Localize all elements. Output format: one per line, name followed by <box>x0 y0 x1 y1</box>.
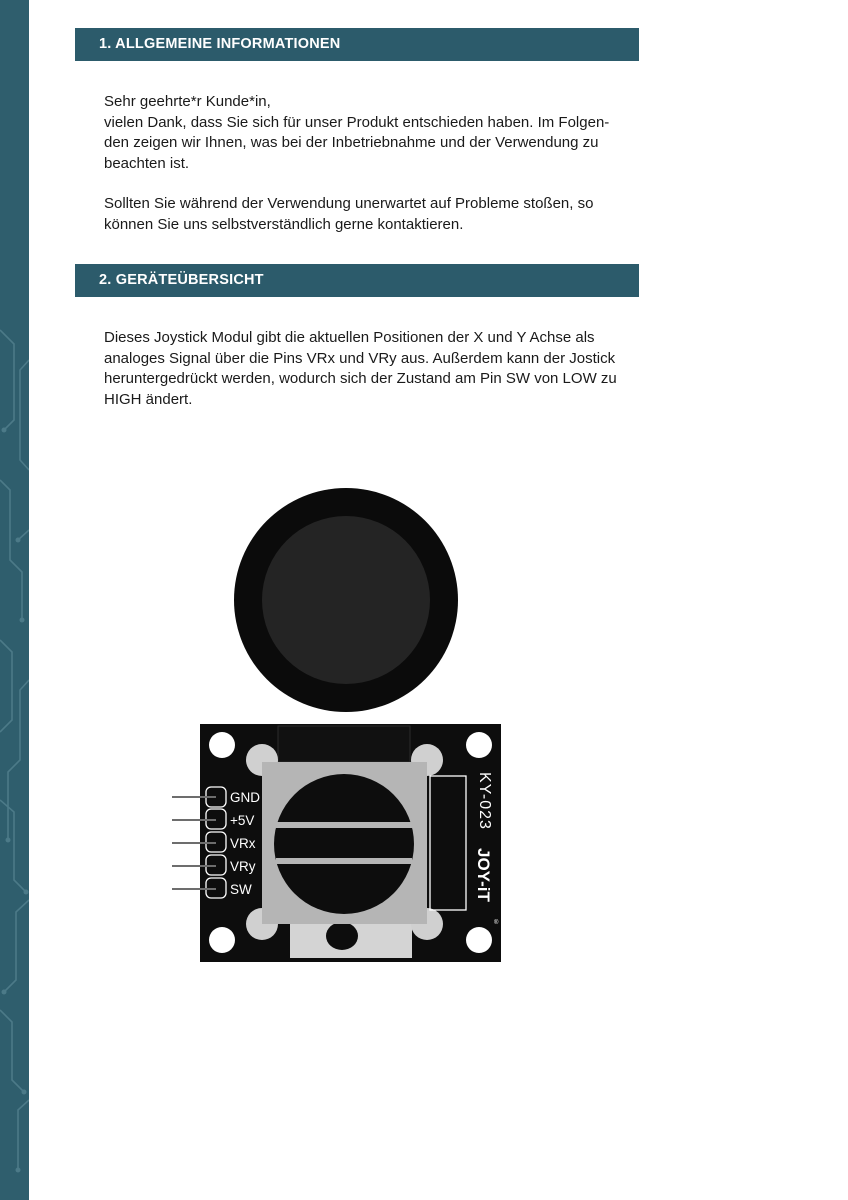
gimbal-slot <box>276 822 412 828</box>
intro-paragraph <box>104 92 639 174</box>
pin-label-gnd: GND <box>230 790 260 805</box>
gimbal-stick <box>316 828 372 858</box>
mounting-hole <box>209 732 235 758</box>
mounting-hole <box>209 927 235 953</box>
pin-label-vrx: VRx <box>230 836 256 851</box>
overview-paragraph <box>104 328 639 410</box>
model-label: KY-023 <box>476 772 493 830</box>
gimbal-slot <box>276 858 412 864</box>
paragraph-line: HIGH ändert. <box>104 390 193 408</box>
paragraph-line: beachten ist. <box>104 154 190 172</box>
decorative-side-band <box>0 0 29 1200</box>
paragraph-line: können Sie uns selbstverständlich gerne kontaktieren. <box>104 215 464 233</box>
paragraph-line: heruntergedrückt werden, wodurch sich der Zustand am Pin SW von LOW zu <box>104 370 617 387</box>
joystick-cap-inner <box>262 516 430 684</box>
top-block <box>278 726 410 762</box>
section-2-header: 2. GERÄTEÜBERSICHT <box>75 264 639 297</box>
pin-label-5v: +5V <box>230 813 255 828</box>
pin-label-sw: SW <box>230 882 252 897</box>
section-1-header: 1. ALLGEMEINE INFORMATIONEN <box>75 28 639 61</box>
mounting-hole <box>466 927 492 953</box>
switch-hole <box>326 922 358 950</box>
paragraph-line: analoges Signal über die Pins VRx und VRy aus. Außerdem kann der Jostick <box>104 349 616 367</box>
circuit-pattern-icon <box>0 0 29 1200</box>
paragraph-line: vielen Dank, dass Sie sich für unser Produkt entschieden haben. Im Folgen- <box>104 113 610 131</box>
pin-label-vry: VRy <box>230 859 256 874</box>
joystick-module-diagram <box>160 480 520 980</box>
paragraph-line: Sehr geehrte*r Kunde*in, <box>104 93 271 110</box>
paragraph-line: Sollten Sie während der Verwendung unerwartet auf Probleme stoßen, so <box>104 195 594 212</box>
paragraph-line: den zeigen wir Ihnen, was bei der Inbetriebnahme und der Verwendung zu <box>104 134 599 151</box>
brand-logo: JOY-iT <box>474 848 493 902</box>
paragraph-line: Dieses Joystick Modul gibt die aktuellen Positionen der X und Y Achse als <box>104 329 595 346</box>
contact-paragraph <box>104 194 639 235</box>
registered-mark: ® <box>494 920 499 926</box>
mounting-hole <box>466 732 492 758</box>
